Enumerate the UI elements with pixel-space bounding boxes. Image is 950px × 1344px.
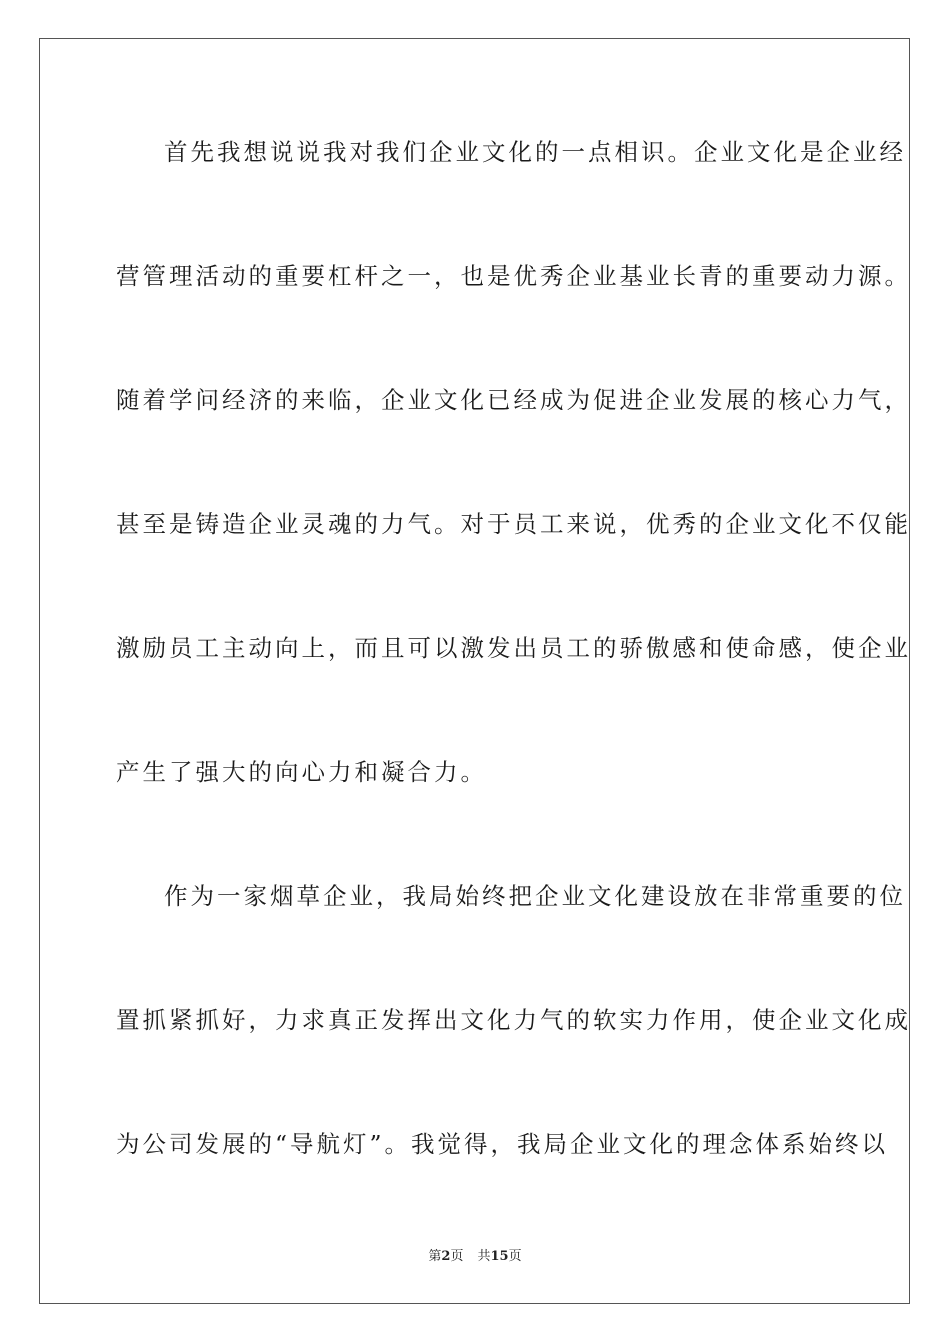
page-suffix: 页: [450, 1249, 464, 1264]
total-suffix: 页: [508, 1249, 522, 1264]
page-footer: [0, 1249, 950, 1265]
paragraph-2-line-3: 为公司发展的“导航灯”。我觉得，我局企业文化的理念体系始终以: [116, 1130, 889, 1158]
total-pages: 15: [490, 1249, 509, 1264]
paragraph-1-line-2: 营管理活动的重要杠杆之一，也是优秀企业基业长青的重要动力源。: [116, 262, 911, 290]
paragraph-1-line-4: 甚至是铸造企业灵魂的力气。对于员工来说，优秀的企业文化不仅能: [116, 510, 911, 538]
page-number: 2: [441, 1249, 451, 1264]
paragraph-2-line-2: 置抓紧抓好，力求真正发挥出文化力气的软实力作用，使企业文化成: [116, 1006, 911, 1034]
page-border: [39, 38, 910, 1304]
paragraph-1-line-6: 产生了强大的向心力和凝合力。: [116, 758, 487, 786]
paragraph-1-line-5: 激励员工主动向上，而且可以激发出员工的骄傲感和使命感，使企业: [116, 634, 911, 662]
paragraph-2-line-1: 作为一家烟草企业，我局始终把企业文化建设放在非常重要的位: [164, 882, 906, 910]
paragraph-1-line-3: 随着学问经济的来临，企业文化已经成为促进企业发展的核心力气，: [116, 386, 911, 414]
paragraph-1-line-1: 首先我想说说我对我们企业文化的一点相识。企业文化是企业经: [164, 138, 906, 166]
page-prefix: 第: [428, 1249, 442, 1264]
total-prefix: 共: [477, 1249, 491, 1264]
